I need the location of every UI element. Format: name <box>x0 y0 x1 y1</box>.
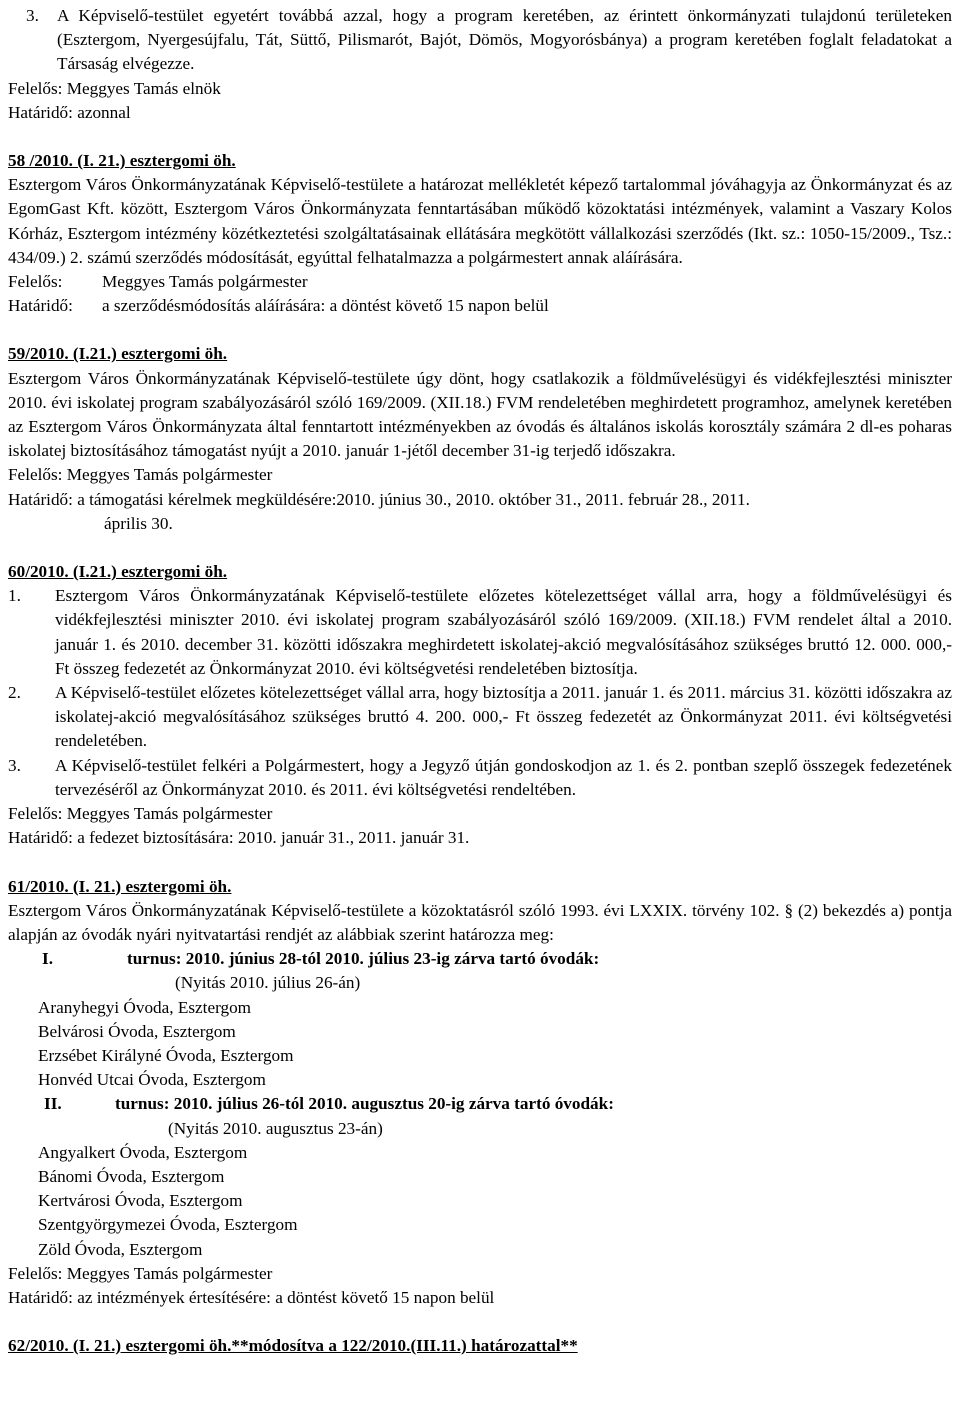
school-list-item: Belvárosi Óvoda, Esztergom <box>38 1021 236 1041</box>
school-list-item: Angyalkert Óvoda, Esztergom <box>38 1142 248 1162</box>
resolution-60-deadline: Határidő: a fedezet biztosítására: 2010. január 31., 2011. január 31. <box>8 828 470 848</box>
resolution-61-responsible: Felelős: Meggyes Tamás polgármester <box>8 1263 273 1283</box>
resolution-60-item-1 <box>8 584 952 681</box>
school-list-item: Kertvárosi Óvoda, Esztergom <box>38 1191 243 1211</box>
item-text: Esztergom Város Önkormányzatának Képviselő-testülete előzetes kötelezettséget vállal arra, hogy a földművelésügyi és vidékfejlesztési miniszter 2010. évi iskolatej program szabályozásáról szóló 169/2009. (XII.18.) FVM rendelet által a 2010. január 1. és 2010. december 31. közötti időszakra meghirdetett iskolatej-akció megvalósításához szükséges bruttó 12. 000. 000,- Ft összeg fedezetét az Önkormányzat 2010. évi költségvetési rendeletében biztosítja. <box>55 586 952 678</box>
resolution-58-deadline: Határidő: a szerződésmódosítás aláírására: a döntést követő 15 napon belül <box>8 296 549 316</box>
turnus-title: turnus: 2010. június 28-tól 2010. július 23-ig zárva tartó óvodák: <box>127 949 600 969</box>
resolution-61-deadline: Határidő: az intézmények értesítésére: a döntést követő 15 napon belül <box>8 1287 495 1307</box>
resolution-61-text: Esztergom Város Önkormányzatának Képviselő-testülete a közoktatásról szóló 1993. évi LXXIX. törvény 102. § (2) bekezdés a) pontja alapján az óvodák nyári nyitvatartási rendjét az alábbiak szerint határozza meg: <box>8 900 952 944</box>
document-page <box>0 4 960 1358</box>
resolution-58-text: Esztergom Város Önkormányzatának Képviselő-testülete a határozat mellékletét képező tartalommal jóváhagyja az Önkormányzat és az EgomGast Kft. között, Esztergom Város Önkormányzata fenntartásában működő közoktatási intézmények, valamint a Vaszary Kolos Kórház, Esztergom intézmény közétkeztetési szolgáltatásainak ellátására megkötött vállalkozási szerződés (Ikt. sz.: 1050-15/2009., Tsz.: 434/09.) 2. számú szerződés módosítását, egyúttal felhatalmazza a polgármestert annak aláírására. <box>8 175 952 267</box>
resolution-62-heading: 62/2010. (I. 21.) esztergomi öh.**módosítva a 122/2010.(III.11.) határozattal** <box>8 1336 578 1356</box>
resolution-60-heading: 60/2010. (I.21.) esztergomi öh. <box>8 562 228 582</box>
resolution-59-responsible: Felelős: Meggyes Tamás polgármester <box>8 465 273 485</box>
item-text: A Képviselő-testület előzetes kötelezettséget vállal arra, hogy biztosítja a 2011. január 1. és 2011. március 31. közötti időszakra az iskolatej-akció megvalósításához szükséges bruttó 4. 200. 000,- Ft összeg fedezetét az Önkormányzat 2011. évi költségvetési rendeletében. <box>55 683 952 751</box>
resolution-59-heading: 59/2010. (I.21.) esztergomi öh. <box>8 344 228 364</box>
turnus-1-heading <box>8 947 952 971</box>
school-list-item: Szentgyörgymezei Óvoda, Esztergom <box>38 1215 298 1235</box>
deadline-line: Határidő: azonnal <box>8 102 131 122</box>
resolution-59-deadline-cont: április 30. <box>104 513 173 533</box>
item-number: 1. <box>8 586 21 606</box>
item-number: 2. <box>8 683 21 703</box>
item-text: A Képviselő-testület felkéri a Polgármestert, hogy a Jegyző útján gondoskodjon az 1. és 2. pontban szeplő összegek fedezetének tervezéséről az Önkormányzat 2010. és 2011. évi költségvetési rendeltében. <box>55 755 952 799</box>
item-text: A Képviselő-testület egyetért továbbá azzal, hogy a program keretében, az érintett önkormányzati tulajdonú területeken (Esztergom, Nyergesújfalu, Tát, Süttő, Pilismarót, Bajót, Dömös, Mogyorósbánya) a program keretében foglalt feladatokat a Társaság elvégezze. <box>57 6 952 74</box>
resolution-60-responsible: Felelős: Meggyes Tamás polgármester <box>8 804 273 824</box>
turnus-2-opening: (Nyitás 2010. augusztus 23-án) <box>168 1118 383 1138</box>
resolution-60-item-2 <box>8 681 952 754</box>
responsible-line: Felelős: Meggyes Tamás elnök <box>8 78 221 98</box>
turnus-2-heading <box>8 1092 952 1116</box>
school-list-item: Erzsébet Királyné Óvoda, Esztergom <box>38 1045 294 1065</box>
resolution-58-responsible: Felelős: Meggyes Tamás polgármester <box>8 272 308 292</box>
resolution-60-item-3 <box>8 754 952 802</box>
school-list-item: Aranyhegyi Óvoda, Esztergom <box>38 997 252 1017</box>
item-number: 3. <box>26 6 39 25</box>
school-list-item: Bánomi Óvoda, Esztergom <box>38 1166 225 1186</box>
resolution-58-heading: 58 /2010. (I. 21.) esztergomi öh. <box>8 151 236 171</box>
turnus-1-opening: (Nyitás 2010. július 26-án) <box>175 973 361 993</box>
resolution-59-deadline: Határidő: a támogatási kérelmek megküldésére:2010. június 30., 2010. október 31., 2011. február 28., 2011. <box>8 489 750 509</box>
turnus-number: I. <box>42 949 53 969</box>
item-3 <box>26 4 952 77</box>
turnus-title: turnus: 2010. július 26-tól 2010. augusztus 20-ig zárva tartó óvodák: <box>115 1094 614 1114</box>
item-number: 3. <box>8 755 21 775</box>
resolution-61-heading: 61/2010. (I. 21.) esztergomi öh. <box>8 876 232 896</box>
school-list-item: Zöld Óvoda, Esztergom <box>38 1239 203 1259</box>
school-list-item: Honvéd Utcai Óvoda, Esztergom <box>38 1070 266 1090</box>
turnus-number: II. <box>44 1094 62 1114</box>
resolution-59-text: Esztergom Város Önkormányzatának Képviselő-testülete úgy dönt, hogy csatlakozik a földművelésügyi és vidékfejlesztési miniszter 2010. évi iskolatej program szabályozásáról szóló 169/2009. (XII.18.) FVM rendeletében meghirdetett programhoz, amelynek keretében az Esztergom Város Önkormányzata által fenntartott intézményekben az óvodás és általános iskolás korosztály számára 2 dl-es poharas iskolatej biztosításához támogatást nyújt a 2010. január 1-jétől december 31-ig terjedő időszakra. <box>8 368 952 461</box>
